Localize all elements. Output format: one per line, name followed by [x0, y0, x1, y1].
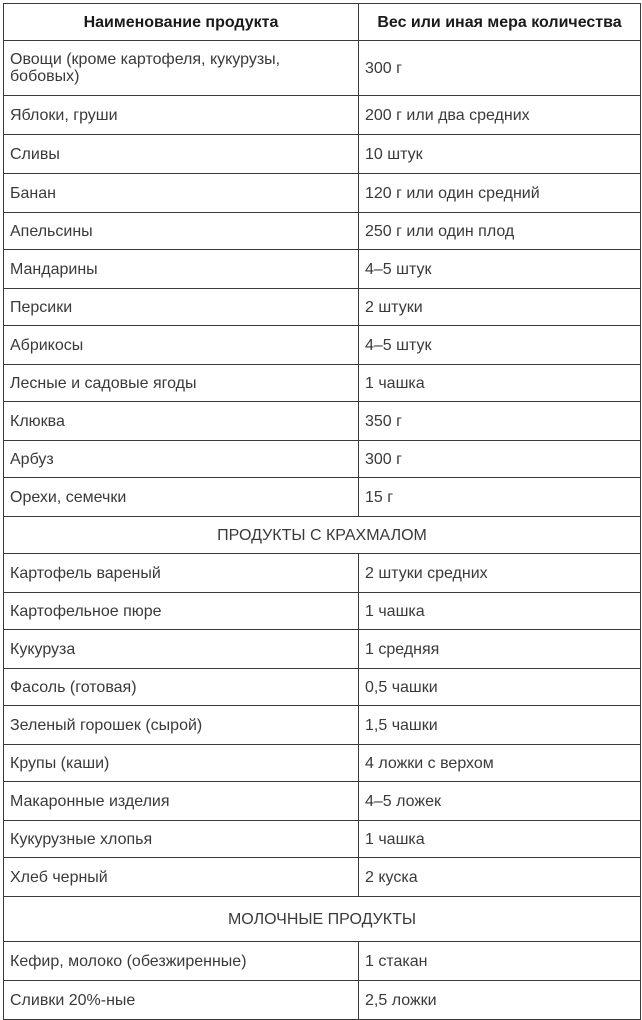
product-name-cell: Макаронные изделия — [4, 782, 359, 821]
product-name-cell: Зеленый горошек (сырой) — [4, 706, 359, 745]
quantity-cell: 4 ложки с верхом — [359, 745, 641, 782]
quantity-cell: 15 г — [359, 478, 641, 517]
product-name-cell: Кефир, молоко (обезжиренные) — [4, 942, 359, 981]
table-row — [4, 942, 641, 981]
table-row — [4, 821, 641, 858]
quantity-cell: 1 чашка — [359, 821, 641, 858]
table-row — [4, 174, 641, 213]
section-row-dairy — [4, 897, 641, 942]
table-row — [4, 554, 641, 593]
header-product-name: Наименование продукта — [4, 4, 359, 41]
quantity-cell: 4–5 ложек — [359, 782, 641, 821]
table-row — [4, 250, 641, 289]
table-row — [4, 745, 641, 782]
table-row — [4, 96, 641, 135]
table-row — [4, 213, 641, 250]
section-title-starch: ПРОДУКТЫ С КРАХМАЛОМ — [4, 517, 641, 554]
quantity-cell: 350 г — [359, 402, 641, 441]
product-name-cell: Клюква — [4, 402, 359, 441]
quantity-cell: 2 штуки средних — [359, 554, 641, 593]
food-portion-table — [3, 3, 641, 1020]
product-name-cell: Персики — [4, 289, 359, 326]
product-name-cell: Апельсины — [4, 213, 359, 250]
table-row — [4, 669, 641, 706]
table-row — [4, 630, 641, 669]
product-name-cell: Яблоки, груши — [4, 96, 359, 135]
quantity-cell: 200 г или два средних — [359, 96, 641, 135]
quantity-cell: 300 г — [359, 41, 641, 96]
quantity-cell: 1 чашка — [359, 593, 641, 630]
quantity-cell: 1 стакан — [359, 942, 641, 981]
quantity-cell: 4–5 штук — [359, 250, 641, 289]
quantity-cell: 2,5 ложки — [359, 981, 641, 1020]
product-name-cell: Орехи, семечки — [4, 478, 359, 517]
table-row — [4, 593, 641, 630]
quantity-cell: 1 чашка — [359, 365, 641, 402]
quantity-cell: 250 г или один плод — [359, 213, 641, 250]
section-title-dairy: МОЛОЧНЫЕ ПРОДУКТЫ — [4, 897, 641, 942]
quantity-cell: 2 куска — [359, 858, 641, 897]
table-row — [4, 41, 641, 96]
table-row — [4, 478, 641, 517]
table-row — [4, 402, 641, 441]
table-row — [4, 981, 641, 1020]
quantity-cell: 0,5 чашки — [359, 669, 641, 706]
header-quantity: Вес или иная мера количества — [359, 4, 641, 41]
table-header-row — [4, 4, 641, 41]
quantity-cell: 120 г или один средний — [359, 174, 641, 213]
table-row — [4, 135, 641, 174]
quantity-cell: 2 штуки — [359, 289, 641, 326]
product-name-cell: Картофельное пюре — [4, 593, 359, 630]
product-name-cell: Кукурузные хлопья — [4, 821, 359, 858]
table-row — [4, 858, 641, 897]
product-name-cell: Крупы (каши) — [4, 745, 359, 782]
table-row — [4, 706, 641, 745]
product-name-cell: Овощи (кроме картофеля, кукурузы, бобовых) — [4, 41, 359, 96]
product-name-cell: Кукуруза — [4, 630, 359, 669]
product-name-cell: Абрикосы — [4, 326, 359, 365]
product-name-cell: Банан — [4, 174, 359, 213]
product-name-cell: Мандарины — [4, 250, 359, 289]
table-row — [4, 326, 641, 365]
quantity-cell: 1,5 чашки — [359, 706, 641, 745]
table-row — [4, 441, 641, 478]
table-row — [4, 782, 641, 821]
table-row — [4, 365, 641, 402]
section-row-starch — [4, 517, 641, 554]
product-name-cell: Сливки 20%-ные — [4, 981, 359, 1020]
table-row — [4, 289, 641, 326]
product-name-cell: Картофель вареный — [4, 554, 359, 593]
product-name-cell: Хлеб черный — [4, 858, 359, 897]
product-name-cell: Сливы — [4, 135, 359, 174]
product-name-cell: Арбуз — [4, 441, 359, 478]
quantity-cell: 300 г — [359, 441, 641, 478]
quantity-cell: 1 средняя — [359, 630, 641, 669]
product-name-cell: Лесные и садовые ягоды — [4, 365, 359, 402]
quantity-cell: 4–5 штук — [359, 326, 641, 365]
product-name-cell: Фасоль (готовая) — [4, 669, 359, 706]
quantity-cell: 10 штук — [359, 135, 641, 174]
